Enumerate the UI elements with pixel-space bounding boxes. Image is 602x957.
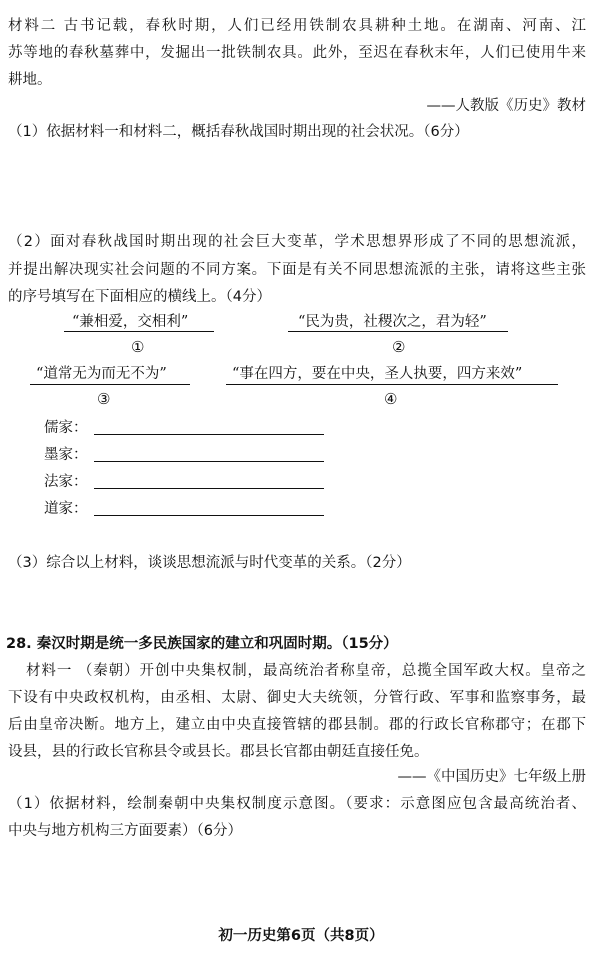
quote-1: “兼相爱，交相利”	[72, 314, 189, 330]
q28-material1-source: ——《中国历史》七年级上册	[397, 769, 586, 785]
quote-3-underline	[30, 384, 190, 385]
quote-3: “道常无为而无不为”	[36, 366, 167, 382]
q28-material1-line-4: 设县，县的行政长官称县令或县长。郡县长官都由朝廷直接任免。	[8, 744, 429, 760]
quote-1-underline	[64, 331, 214, 332]
school-legalist-answer-line[interactable]	[94, 488, 324, 489]
quote-2-number: ②	[392, 338, 406, 356]
quote-4: “事在四方，要在中央，圣人执要，四方来效”	[232, 366, 523, 382]
school-confucian-label: 儒家：	[44, 420, 88, 436]
q28-material1-line-3: 后由皇帝决断。地方上，建立由中央直接管辖的郡县制。郡的行政长官称郡守；在郡下	[8, 717, 586, 733]
q28-material1-line-1: 材料一 （秦朝）开创中央集权制，最高统治者称皇帝，总揽全国军政大权。皇帝之	[26, 663, 586, 679]
q27-part3: （3）综合以上材料，谈谈思想流派与时代变革的关系。（2分）	[8, 555, 411, 571]
material2-line-2: 苏等地的春秋墓葬中，发掘出一批铁制农具。此外，至迟在春秋末年，人们已使用牛来	[8, 45, 586, 61]
q27-part1: （1）依据材料一和材料二，概括春秋战国时期出现的社会状况。（6分）	[8, 124, 469, 140]
q27-part2-line-2: 并提出解决现实社会问题的不同方案。下面是有关不同思想流派的主张，请将这些主张	[8, 262, 586, 278]
q27-part2-line-3: 的序号填写在下面相应的横线上。（4分）	[8, 289, 271, 305]
page-footer: 初一历史第6页（共8页）	[218, 928, 384, 944]
quote-2: “民为贵，社稷次之，君为轻”	[298, 314, 487, 330]
q27-part2-line-1: （2）面对春秋战国时期出现的社会巨大变革，学术思想界形成了不同的思想流派，	[8, 234, 586, 250]
material2-source: ——人教版《历史》教材	[426, 98, 586, 114]
material2-line-3: 耕地。	[8, 72, 52, 88]
school-mohist-label: 墨家：	[44, 447, 88, 463]
quote-4-number: ④	[384, 390, 398, 408]
school-legalist-label: 法家：	[44, 474, 88, 490]
q28-title: 28. 秦汉时期是统一多民族国家的建立和巩固时期。（15分）	[6, 636, 398, 652]
quote-3-number: ③	[97, 390, 111, 408]
school-daoist-answer-line[interactable]	[94, 515, 324, 516]
q28-part1-line-1: （1）依据材料，绘制秦朝中央集权制度示意图。（要求：示意图应包含最高统治者、	[8, 796, 586, 812]
school-mohist-answer-line[interactable]	[94, 461, 324, 462]
school-daoist-label: 道家：	[44, 501, 88, 517]
quote-2-underline	[288, 331, 508, 332]
q28-material1-line-2: 下设有中央政权机构，由丞相、太尉、御史大夫统领，分管行政、军事和监察事务，最	[8, 690, 586, 706]
quote-4-underline	[226, 384, 558, 385]
quote-1-number: ①	[131, 338, 145, 356]
material2-line-1: 材料二 古书记载，春秋时期，人们已经用铁制农具耕种土地。在湖南、河南、江	[8, 18, 586, 34]
school-confucian-answer-line[interactable]	[94, 434, 324, 435]
q28-part1-line-2: 中央与地方机构三方面要素）（6分）	[8, 823, 242, 839]
